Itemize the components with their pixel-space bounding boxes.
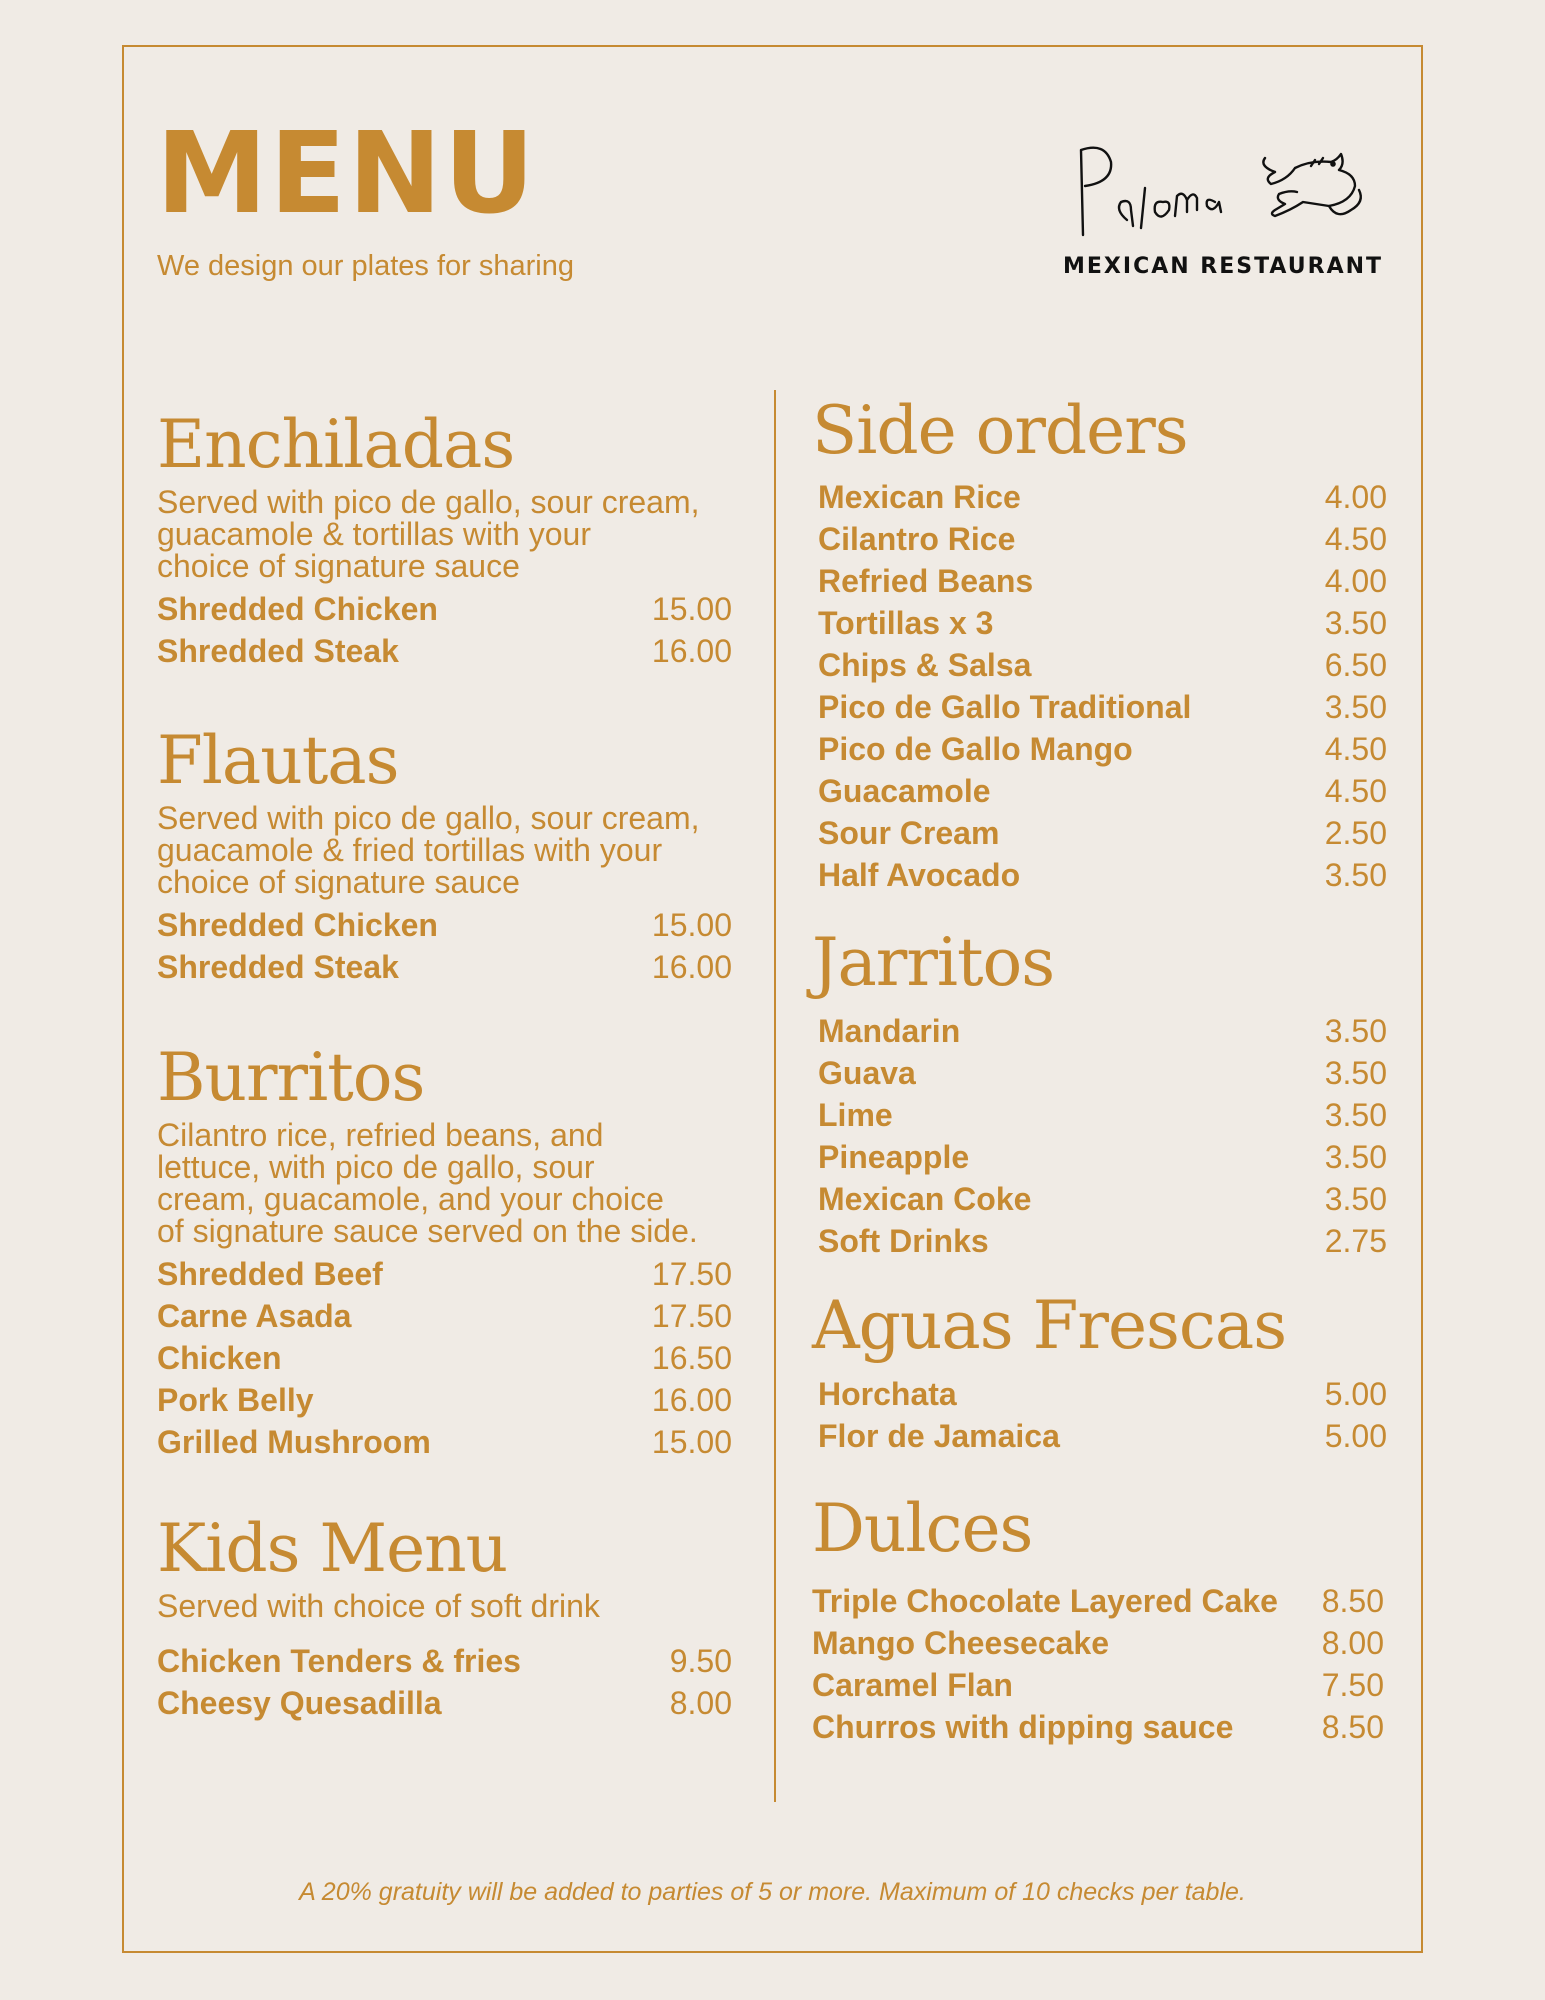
item-price: 5.00 xyxy=(1324,1376,1387,1412)
item-price: 9.50 xyxy=(669,1643,732,1679)
item-name: Grilled Mushroom xyxy=(157,1424,431,1460)
description-line: Served with pico de gallo, sour cream, xyxy=(157,484,700,520)
menu-item xyxy=(157,588,732,630)
menu-item xyxy=(818,686,1387,728)
menu-item xyxy=(157,630,732,672)
item-price: 3.50 xyxy=(1324,1139,1387,1175)
section-title: Flautas xyxy=(157,722,399,799)
section-title: Dulces xyxy=(812,1490,1033,1567)
item-price: 4.50 xyxy=(1324,521,1387,557)
item-price: 15.00 xyxy=(651,907,732,943)
menu-item xyxy=(812,1664,1384,1706)
description-line: Served with pico de gallo, sour cream, xyxy=(157,800,700,836)
item-name: Cilantro Rice xyxy=(818,521,1016,557)
description-line: Served with choice of soft drink xyxy=(157,1588,600,1624)
item-name: Mandarin xyxy=(818,1013,961,1049)
section-dulces xyxy=(812,1490,1384,1748)
item-price: 2.75 xyxy=(1324,1223,1387,1259)
menu-item xyxy=(818,518,1387,560)
section-description xyxy=(157,1590,732,1622)
menu-item xyxy=(818,476,1387,518)
section-title: Enchiladas xyxy=(157,406,515,483)
item-name: Half Avocado xyxy=(818,857,1021,893)
menu-item xyxy=(157,1379,732,1421)
description-line: lettuce, with pico de gallo, sour xyxy=(157,1149,595,1185)
item-price: 4.00 xyxy=(1324,479,1387,515)
section-kids-menu xyxy=(157,1510,732,1724)
item-name: Lime xyxy=(818,1097,893,1133)
column-divider xyxy=(774,390,776,1802)
menu-item xyxy=(157,1253,732,1295)
section-aguas-frescas xyxy=(812,1287,1387,1457)
item-price: 3.50 xyxy=(1324,1055,1387,1091)
section-jarritos xyxy=(812,924,1387,1262)
item-price: 6.50 xyxy=(1324,647,1387,683)
gratuity-note: A 20% gratuity will be added to parties of 5 or more. Maximum of 10 checks per table. xyxy=(299,1878,1246,1906)
item-price: 3.50 xyxy=(1324,857,1387,893)
menu-item xyxy=(818,1136,1387,1178)
section-description xyxy=(157,1119,732,1247)
item-name: Horchata xyxy=(818,1376,957,1412)
description-line: choice of signature sauce xyxy=(157,548,520,584)
paloma-logo xyxy=(1075,140,1385,240)
menu-item xyxy=(157,1295,732,1337)
item-name: Mango Cheesecake xyxy=(812,1625,1110,1661)
item-price: 3.50 xyxy=(1324,1013,1387,1049)
section-title: Kids Menu xyxy=(157,1510,508,1587)
menu-item xyxy=(157,1640,732,1682)
menu-item xyxy=(812,1706,1384,1748)
item-name: Pico de Gallo Traditional xyxy=(818,689,1192,725)
item-price: 17.50 xyxy=(651,1298,732,1334)
item-name: Cheesy Quesadilla xyxy=(157,1685,442,1721)
menu-item xyxy=(818,560,1387,602)
item-name: Guava xyxy=(818,1055,916,1091)
item-price: 16.00 xyxy=(651,1382,732,1418)
item-name: Carne Asada xyxy=(157,1298,352,1334)
section-description xyxy=(157,486,732,582)
item-price: 3.50 xyxy=(1324,1097,1387,1133)
section-description xyxy=(157,802,732,898)
item-name: Shredded Chicken xyxy=(157,907,438,943)
description-line: of signature sauce served on the side. xyxy=(157,1213,698,1249)
menu-item xyxy=(157,946,732,988)
item-name: Shredded Beef xyxy=(157,1256,383,1292)
menu-item xyxy=(157,904,732,946)
item-price: 8.50 xyxy=(1321,1709,1384,1745)
item-price: 16.00 xyxy=(651,949,732,985)
item-price: 4.50 xyxy=(1324,731,1387,767)
tagline: We design our plates for sharing xyxy=(157,250,574,282)
menu-item xyxy=(157,1682,732,1724)
section-title: Burritos xyxy=(157,1039,425,1116)
menu-item xyxy=(818,1010,1387,1052)
item-name: Pico de Gallo Mango xyxy=(818,731,1133,767)
item-price: 3.50 xyxy=(1324,605,1387,641)
menu-item xyxy=(818,1415,1387,1457)
menu-item xyxy=(818,1220,1387,1262)
description-line: guacamole & tortillas with your xyxy=(157,516,591,552)
section-title: Jarritos xyxy=(812,924,1055,1001)
section-title: Aguas Frescas xyxy=(812,1287,1287,1364)
section-enchiladas xyxy=(157,406,732,672)
item-name: Sour Cream xyxy=(818,815,1000,851)
item-price: 8.50 xyxy=(1321,1583,1384,1619)
section-flautas xyxy=(157,722,732,988)
item-price: 8.00 xyxy=(669,1685,732,1721)
item-name: Pineapple xyxy=(818,1139,970,1175)
menu-item xyxy=(818,1178,1387,1220)
item-price: 17.50 xyxy=(651,1256,732,1292)
item-name: Tortillas x 3 xyxy=(818,605,994,641)
item-name: Chips & Salsa xyxy=(818,647,1032,683)
item-name: Mexican Coke xyxy=(818,1181,1032,1217)
item-name: Flor de Jamaica xyxy=(818,1418,1060,1454)
menu-item xyxy=(818,1052,1387,1094)
menu-item xyxy=(818,812,1387,854)
section-title: Side orders xyxy=(812,392,1188,469)
menu-item xyxy=(818,644,1387,686)
item-price: 15.00 xyxy=(651,591,732,627)
item-price: 15.00 xyxy=(651,1424,732,1460)
item-name: Caramel Flan xyxy=(812,1667,1013,1703)
menu-item xyxy=(818,1094,1387,1136)
item-price: 3.50 xyxy=(1324,689,1387,725)
menu-item xyxy=(818,602,1387,644)
item-price: 5.00 xyxy=(1324,1418,1387,1454)
description-line: choice of signature sauce xyxy=(157,864,520,900)
item-name: Shredded Steak xyxy=(157,949,399,985)
menu-item xyxy=(812,1622,1384,1664)
item-price: 8.00 xyxy=(1321,1625,1384,1661)
section-side-orders xyxy=(812,392,1387,896)
menu-item xyxy=(157,1421,732,1463)
item-price: 7.50 xyxy=(1321,1667,1384,1703)
item-price: 4.00 xyxy=(1324,563,1387,599)
item-price: 2.50 xyxy=(1324,815,1387,851)
description-line: cream, guacamole, and your choice xyxy=(157,1181,664,1217)
menu-item xyxy=(818,770,1387,812)
item-name: Chicken xyxy=(157,1340,282,1376)
item-name: Shredded Chicken xyxy=(157,591,438,627)
menu-item xyxy=(818,728,1387,770)
item-price: 16.50 xyxy=(651,1340,732,1376)
menu-item xyxy=(812,1580,1384,1622)
item-name: Triple Chocolate Layered Cake xyxy=(812,1583,1278,1619)
menu-item xyxy=(818,1373,1387,1415)
page-title: MENU xyxy=(156,109,537,239)
item-price: 4.50 xyxy=(1324,773,1387,809)
item-price: 3.50 xyxy=(1324,1181,1387,1217)
item-name: Mexican Rice xyxy=(818,479,1021,515)
item-name: Guacamole xyxy=(818,773,991,809)
description-line: guacamole & fried tortillas with your xyxy=(157,832,663,868)
item-name: Pork Belly xyxy=(157,1382,314,1418)
logo-subtitle: MEXICAN RESTAURANT xyxy=(1063,254,1384,279)
item-name: Churros with dipping sauce xyxy=(812,1709,1234,1745)
item-name: Soft Drinks xyxy=(818,1223,989,1259)
item-price: 16.00 xyxy=(651,633,732,669)
item-name: Shredded Steak xyxy=(157,633,399,669)
menu-item xyxy=(157,1337,732,1379)
description-line: Cilantro rice, refried beans, and xyxy=(157,1117,604,1153)
item-name: Chicken Tenders & fries xyxy=(157,1643,521,1679)
menu-item xyxy=(818,854,1387,896)
section-burritos xyxy=(157,1039,732,1463)
item-name: Refried Beans xyxy=(818,563,1034,599)
